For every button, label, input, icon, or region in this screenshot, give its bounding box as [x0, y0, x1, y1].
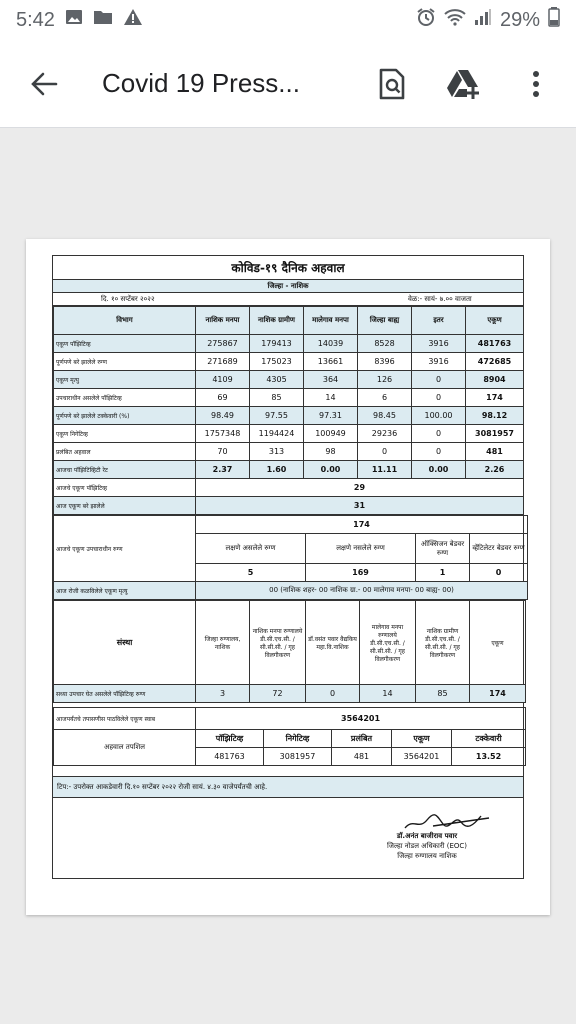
table-row [54, 389, 524, 407]
app-actions [366, 58, 562, 110]
report-time: वेळ:- सायं- ७.०० वाजता [408, 295, 472, 303]
cell: 126 [358, 371, 412, 389]
stats-table [53, 306, 524, 515]
cell: 100.00 [412, 407, 466, 425]
status-bar [0, 0, 576, 40]
cell: 14039 [304, 335, 358, 353]
pdf-page [26, 239, 550, 915]
find-in-document-button[interactable] [366, 58, 418, 110]
col-header: नाशिक मनपा रुग्णालये डी.सी.एच.सी. / सी.सी.सी. / गृह विलगीकरण [250, 601, 306, 685]
institutions-label: संस्था [54, 601, 196, 685]
more-options-button[interactable] [510, 58, 562, 110]
image-notification-icon [65, 8, 83, 32]
cell: 0 [306, 685, 360, 703]
cell: 481 [332, 748, 392, 766]
row-label: आजचा पॉझिटिव्हिटी रेट [54, 461, 196, 479]
row-label: एकूण पॉझिटिव्ह [54, 335, 196, 353]
row-label: एकूण निगेटिव्ह [54, 425, 196, 443]
tested-value: 3564201 [196, 708, 526, 730]
more-vert-icon [532, 70, 540, 98]
cell: 1194424 [250, 425, 304, 443]
cell: 97.55 [250, 407, 304, 425]
status-left [16, 8, 143, 32]
col-header: नाशिक मनपा [196, 307, 250, 335]
row-label: एकूण मृत्यु [54, 371, 196, 389]
row-total: 481 [466, 443, 524, 461]
cell: 0 [412, 371, 466, 389]
arrow-back-icon [30, 70, 58, 98]
col-header: एकूण [392, 730, 452, 748]
add-to-drive-button[interactable] [438, 58, 490, 110]
cell: 271689 [196, 353, 250, 371]
cell: 8396 [358, 353, 412, 371]
folder-notification-icon [93, 8, 113, 32]
col-header: मालेगाव मनपा रुग्णालये डी.सी.एच.सी. / सी.सी.सी. / गृह विलगीकरण [360, 601, 416, 685]
cell: 29236 [358, 425, 412, 443]
deaths-today-row [54, 582, 528, 600]
col-header: नाशिक ग्रामीण डी.सी.एच.सी. / सी.सी.सी. / गृह विलगीकरण [416, 601, 470, 685]
cell: 275867 [196, 335, 250, 353]
alarm-icon [416, 7, 436, 33]
table-row [54, 353, 524, 371]
cell: 0 [412, 443, 466, 461]
row-label: आजचे एकूण उपचाराधीन रुग्ण [54, 516, 196, 582]
cell: 4305 [250, 371, 304, 389]
table-row [54, 425, 524, 443]
cell: 0 [470, 564, 528, 582]
col-header: लक्षणे असलेले रुग्ण [196, 534, 306, 564]
tested-row [54, 708, 526, 730]
today-positive-row [54, 479, 524, 497]
cell: 72 [250, 685, 306, 703]
battery-icon [548, 7, 560, 33]
row-total: 8904 [466, 371, 524, 389]
institutions-table [53, 600, 526, 703]
summary-table [53, 707, 526, 766]
cell: 5 [196, 564, 306, 582]
report-note: टिप:- उपरोक्त आकडेवारी दि.१० सप्टेंबर २०२२ रोजी सायं. ४.३० वाजेपर्यंतची आहे. [53, 776, 523, 798]
cell: 69 [196, 389, 250, 407]
today-positive-value: 29 [196, 479, 524, 497]
signatory-office: जिल्हा रुग्णालय नाशिक [397, 852, 457, 860]
document-viewer[interactable] [0, 129, 576, 1024]
col-header: विभाग [54, 307, 196, 335]
today-recovered-row [54, 497, 524, 515]
row-total: 2.26 [466, 461, 524, 479]
cell: 169 [306, 564, 416, 582]
cell: 14 [360, 685, 416, 703]
cell: 85 [416, 685, 470, 703]
status-right [416, 7, 560, 33]
cell: 8528 [358, 335, 412, 353]
col-header: डॉ.वसंत पवार वैद्यकिय महा.वि.नाशिक [306, 601, 360, 685]
col-header: लक्षणे नसलेले रुग्ण [306, 534, 416, 564]
cell: 13.52 [452, 748, 526, 766]
row-total: 174 [466, 389, 524, 407]
col-header: एकूण [470, 601, 526, 685]
row-label: पूर्णपणे बरे झालेले टक्केवारी (%) [54, 407, 196, 425]
battery-percent: 29% [499, 8, 540, 31]
drive-add-icon [446, 68, 482, 100]
row-label: आज रोजी कळविलेले एकूण मृत्यु [54, 582, 196, 600]
table-row [54, 443, 524, 461]
stats-header-row [54, 307, 524, 335]
under-treatment-total-row [54, 516, 528, 534]
cell: 98.45 [358, 407, 412, 425]
report-date-row [53, 293, 523, 306]
col-header: जिल्हा रुग्णालय, नाशिक [196, 601, 250, 685]
cell: 0 [412, 389, 466, 407]
today-recovered-value: 31 [196, 497, 524, 515]
row-label: उपचाराधीन असलेले पॉझिटिव्ह [54, 389, 196, 407]
cell: 3916 [412, 353, 466, 371]
cell: 14 [304, 389, 358, 407]
col-header: ऑक्सिजन बेडवर रुग्ण [416, 534, 470, 564]
signatory-name: डॉ.अनंत बाजीराव पवार [396, 832, 458, 840]
cell: 3564201 [392, 748, 452, 766]
report-title: कोविड-१९ दैनिक अहवाल [53, 256, 523, 280]
col-header: प्रलंबित [332, 730, 392, 748]
under-treatment-total: 174 [196, 516, 528, 534]
cell: 11.11 [358, 461, 412, 479]
row-label: आजचे एकूण पॉझिटिव्ह [54, 479, 196, 497]
cell: 97.31 [304, 407, 358, 425]
cell: 3916 [412, 335, 466, 353]
covid-report [52, 255, 524, 879]
document-title: Covid 19 Press... [102, 68, 300, 98]
row-label: सध्या उपचार घेत असलेले पॉझिटिव्ह रुग्ण [54, 685, 196, 703]
signatory-designation: जिल्हा नोडल अधिकारी (EOC) [386, 842, 468, 850]
cell: 4109 [196, 371, 250, 389]
app-bar [0, 40, 576, 128]
table-row [54, 371, 524, 389]
deaths-today-value: 00 (नाशिक शहर- 00 नाशिक ग्रा.- 00 मालेगाव मनपा- 00 बाह्य- 00) [196, 582, 528, 600]
col-header: मालेगाव मनपा [304, 307, 358, 335]
cell: 3081957 [264, 748, 332, 766]
table-row [54, 335, 524, 353]
table-row [54, 407, 524, 425]
cell: 6 [358, 389, 412, 407]
doc-search-icon [377, 68, 407, 100]
institutions-header-row [54, 601, 526, 685]
handwritten-signature [403, 812, 493, 832]
cell: 364 [304, 371, 358, 389]
cell: 13661 [304, 353, 358, 371]
cell: 85 [250, 389, 304, 407]
row-total: 481763 [466, 335, 524, 353]
col-header: व्हेंटिलेटर बेडवर रुग्ण [470, 534, 528, 564]
col-header: एकूण [466, 307, 524, 335]
cell: 98.49 [196, 407, 250, 425]
row-total: 98.12 [466, 407, 524, 425]
status-time: 5:42 [16, 8, 55, 31]
cell: 2.37 [196, 461, 250, 479]
cell: 3 [196, 685, 250, 703]
cell: 0 [358, 443, 412, 461]
row-label: आज एकूण बरे झालेले [54, 497, 196, 515]
summary-label: अहवाल तपशिल [54, 730, 196, 766]
cell: 98 [304, 443, 358, 461]
warning-notification-icon [123, 8, 143, 32]
cell: 70 [196, 443, 250, 461]
table-row [54, 461, 524, 479]
cell: 481763 [196, 748, 264, 766]
wifi-icon [444, 8, 466, 32]
row-total: 3081957 [466, 425, 524, 443]
col-header: पॉझिटिव्ह [196, 730, 264, 748]
cell: 175023 [250, 353, 304, 371]
institutions-values-row [54, 685, 526, 703]
cell: 0.00 [412, 461, 466, 479]
cell: 1757348 [196, 425, 250, 443]
row-label: प्रलंबित अहवाल [54, 443, 196, 461]
col-header: इतर [412, 307, 466, 335]
report-date: दि. १० सप्टेंबर २०२२ [101, 295, 155, 303]
cell: 179413 [250, 335, 304, 353]
signal-icon [474, 8, 492, 32]
cell: 0 [412, 425, 466, 443]
back-button[interactable] [16, 56, 72, 112]
col-header: जिल्हा बाह्य [358, 307, 412, 335]
row-total: 472685 [466, 353, 524, 371]
col-header: निगेटिव्ह [264, 730, 332, 748]
cell: 1.60 [250, 461, 304, 479]
report-district: जिल्हा - नाशिक [53, 280, 523, 293]
cell: 0.00 [304, 461, 358, 479]
summary-header-row [54, 730, 526, 748]
under-treatment-table [53, 515, 528, 600]
cell: 313 [250, 443, 304, 461]
row-label: आजपर्यंतचे तपासणीस पाठविलेले एकूण स्वाब [54, 708, 196, 730]
cell: 100949 [304, 425, 358, 443]
signature-block [53, 812, 523, 878]
col-header: टक्केवारी [452, 730, 526, 748]
cell: 1 [416, 564, 470, 582]
col-header: नाशिक ग्रामीण [250, 307, 304, 335]
row-label: पूर्णपणे बरे झालेले रुग्ण [54, 353, 196, 371]
cell: 174 [470, 685, 526, 703]
